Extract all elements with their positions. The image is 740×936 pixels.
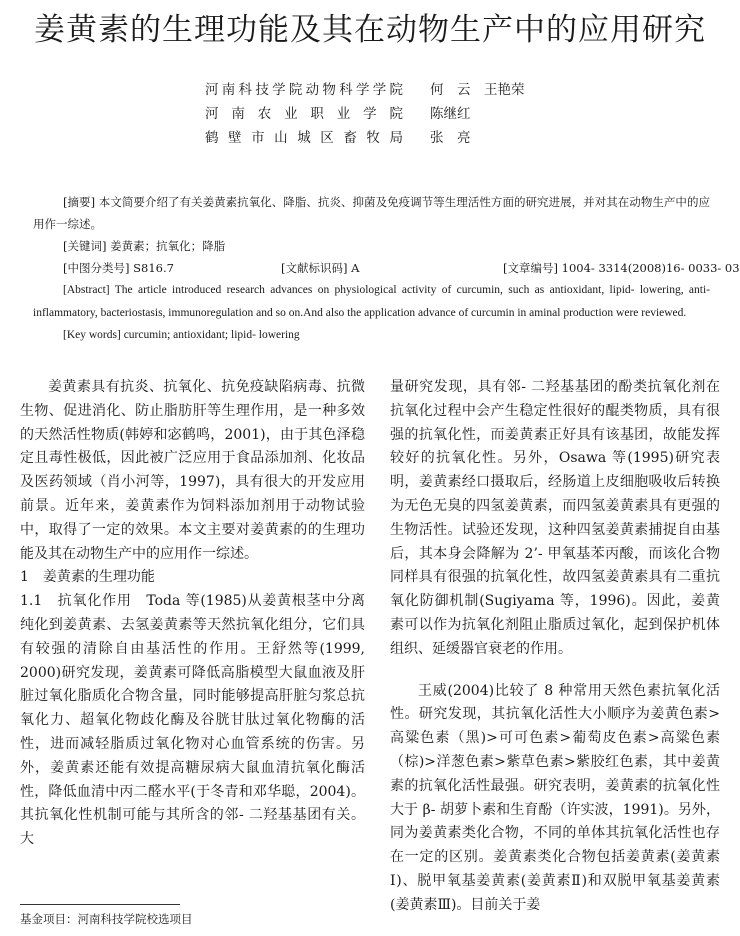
abstract-cn-text: 本文简要介绍了有关姜黄素抗氧化、降脂、抗炎、抑菌及免疫调节等生理活性方面的研究进展，并对其在动物生产中的应用作一综述。 — [33, 195, 711, 231]
abstract-en-label: [Abstract] — [63, 284, 110, 296]
article-metadata — [33, 191, 740, 346]
footnote: 基金项目：河南科技学院校选项目 — [20, 912, 193, 926]
keywords-cn — [33, 235, 710, 257]
author-affiliation: 鹤壁市山城区畜牧局 — [205, 130, 403, 146]
body-paragraph: 量研究发现，具有邻- 二羟基基团的酚类抗氧化剂在抗氧化过程中会产生稳定性很好的醌类物质，具有很强的抗氧化性，而姜黄素正好具有该基团，故能发挥较好的抗氧化性。另外，Osawa 等(1995)研究表明，姜黄素经口摄取后，经肠道上皮细胞吸收后转换为无色无臭的四氢姜黄素，而四氢姜黄素具有更强的生物活性。试验还发现，这种四氢姜黄素捕捉自由基后，其本身会降解为 2’- 甲氧基苯丙酸，而该化合物同样具有很强的抗氧化性，故四氢姜黄素具有二重抗氧化防御机制(Sugiyama 等，1996)。因此，姜黄素可以作为抗氧化剂阻止脂质过氧化，起到保护机体组织、延缓器官衰老的作用。 — [390, 379, 720, 657]
left-column — [20, 376, 365, 852]
paragraph-gap — [390, 662, 720, 680]
author-names: 何 云 王艳荣 — [430, 82, 525, 98]
abstract-en-text: The article introduced research advances on physiological activity of curcumin, such as antioxidant, lipid- lowering, anti- inflammatory, bacteriostasis, immunoregulation and so on.And also the application advance of curcumin in aminal production were reviewed. — [33, 284, 710, 319]
article-number: [文章编号] 1004- 3314(2008)16- 0033- 03 — [503, 261, 740, 275]
keywords-en-text: curcumin; antioxidant; lipid- lowering — [123, 329, 300, 341]
paper-title: 姜黄素的生理功能及其在动物生产中的应用研究 — [34, 12, 706, 48]
document-code: [文献标识码] A — [281, 261, 360, 275]
abstract-cn-label: [摘要] — [63, 195, 96, 209]
keywords-en — [33, 324, 710, 346]
keywords-cn-text: 姜黄素；抗氧化；降脂 — [110, 239, 226, 253]
intro-paragraph: 姜黄素具有抗炎、抗氧化、抗免疫缺陷病毒、抗微生物、促进消化、防止脂肪肝等生理作用，是一种多效的天然活性物质(韩婷和宓鹤鸣，2001)，由于其色泽稳定且毒性极低，因此被广泛应用于食品添加剂、化妆品及医药领域（肖小河等，1997)，具有很大的开发应用前景。近年来，姜黄素作为饲料添加剂用于动物试验中，取得了一定的效果。本文主要对姜黄素的的生理功能及其在动物生产中的应用作一综述。 — [20, 379, 365, 562]
author-affiliation: 河南科技学院动物科学学院 — [205, 82, 403, 98]
clc-code: [中图分类号] S816.7 — [63, 261, 174, 275]
abstract-en — [33, 279, 710, 324]
author-names: 陈继红 — [430, 106, 471, 122]
body-paragraph: 王威(2004)比较了 8 种常用天然色素抗氧化活性。研究发现，其抗氧化活性大小顺序为姜黄色素>高粱色素（黑)>可可色素>葡萄皮色素>高粱色素（棕)>洋葱色素>紫草色素>紫胶红色素，其中姜黄素的抗氧化活性最强。研究表明，姜黄素的抗氧化性大于 β- 胡萝卜素和生育酚（许实波，1991)。另外，同为姜黄素类化合物，不同的单体其抗氧化活性也存在一定的区别。姜黄素类化合物包括姜黄素(姜黄素Ⅰ)、脱甲氧基姜黄素(姜黄素Ⅱ)和双脱甲氧基姜黄素(姜黄素Ⅲ)。目前关于姜 — [390, 682, 720, 913]
keywords-cn-label: [关键词] — [63, 239, 107, 253]
section-heading-1: 1 姜黄素的生理功能 — [20, 569, 155, 586]
abstract-cn — [33, 191, 710, 235]
keywords-en-label: [Key words] — [63, 329, 121, 341]
section-1-1-paragraph: 1.1 抗氧化作用 Toda 等(1985)从姜黄根茎中分离纯化到姜黄素、去氢姜黄素等天然抗氧化组分，它们具有较强的清除自由基活性的作用。王舒然等(1999, 2000)研究发现，姜黄素可降低高脂模型大鼠血液及肝脏过氧化脂质化合物含量，同时能够提高肝脏匀浆总抗氧化力、超氧化物歧化酶及谷胱甘肽过氧化物酶的活性，进而减轻脂质过氧化物对心血管系统的伤害。另外，姜黄素还能有效提高糖尿病大鼠血清抗氧化酶活性，降低血清中丙二醛水平(于冬青和邓华聪，2004)。其抗氧化性机制可能与其所含的邻- 二羟基基团有关。大 — [20, 593, 365, 848]
classification-line — [63, 257, 740, 279]
right-column — [390, 376, 720, 918]
author-names: 张 亮 — [430, 130, 471, 146]
author-affiliation: 河南农业职业学院 — [205, 106, 403, 122]
footnote-rule — [20, 904, 180, 905]
